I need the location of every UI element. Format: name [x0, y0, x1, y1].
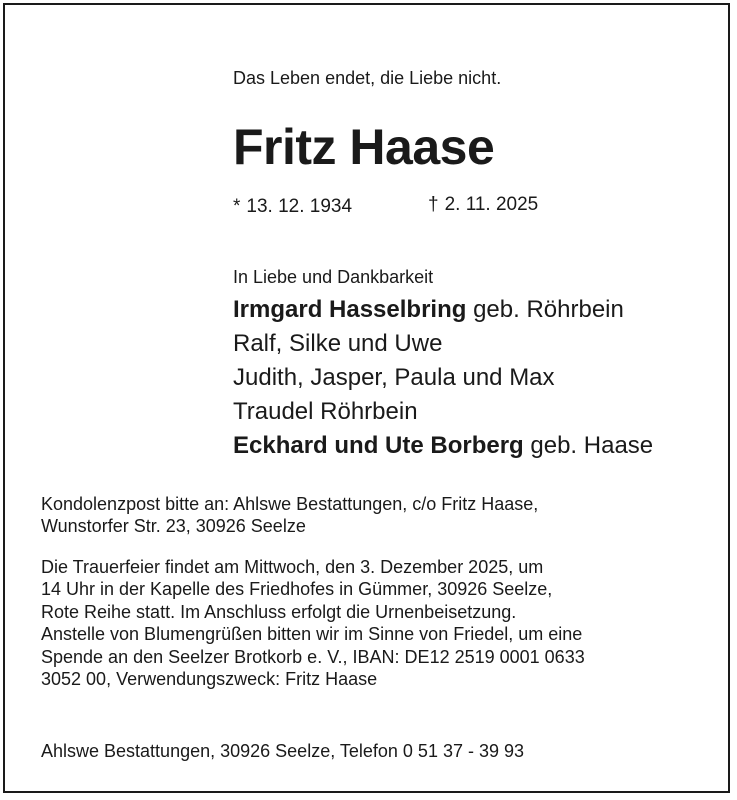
mourner-name-rest: Judith, Jasper, Paula und Max: [233, 364, 555, 391]
mourner-row: [233, 395, 653, 429]
cross-icon: †: [428, 194, 439, 215]
death-date: [428, 193, 538, 217]
mourners-list: [233, 293, 653, 463]
obituary-frame: [3, 3, 730, 793]
birth-date: [233, 195, 352, 219]
mourner-name-bold: Eckhard und Ute Borberg: [233, 432, 524, 459]
ceremony-line: 3052 00, Verwendungszweck: Fritz Haase: [41, 669, 378, 690]
mourners-intro: In Liebe und Dankbarkeit: [233, 267, 434, 287]
mourner-name-rest: geb. Haase: [523, 432, 654, 459]
ceremony-line: 14 Uhr in der Kapelle des Friedhofes in Gümmer, 30926 Seelze,: [41, 579, 553, 600]
funeral-home-contact: Ahlswe Bestattungen, 30926 Seelze, Telefon 0 51 37 - 39 93: [41, 741, 525, 761]
death-date-value: 2. 11. 2025: [444, 194, 539, 215]
ceremony-line: Anstelle von Blumengrüßen bitten wir im Sinne von Friedel, um eine: [41, 624, 583, 645]
condolence-line: Kondolenzpost bitte an: Ahlswe Bestattungen, c/o Fritz Haase,: [41, 494, 539, 514]
birth-symbol: *: [233, 196, 241, 217]
mourner-name-rest: Ralf, Silke und Uwe: [233, 330, 443, 357]
birth-date-value: 13. 12. 1934: [246, 196, 353, 217]
mourner-name-bold: Irmgard Hasselbring: [233, 296, 467, 323]
motto-text: Das Leben endet, die Liebe nicht.: [233, 68, 502, 88]
condolence-line: Wunstorfer Str. 23, 30926 Seelze: [41, 516, 306, 537]
ceremony-line: Rote Reihe statt. Im Anschluss erfolgt die Urnenbeisetzung.: [41, 601, 517, 622]
deceased-name: Fritz Haase: [233, 119, 495, 175]
mourner-row: [233, 429, 653, 463]
mourner-row: [233, 293, 653, 327]
mourner-name-rest: Traudel Röhrbein: [233, 398, 418, 425]
mourner-row: [233, 361, 653, 395]
ceremony-line: Spende an den Seelzer Brotkorb e. V., IBAN: DE12 2519 0001 0633: [41, 646, 585, 667]
ceremony-info: [41, 556, 585, 690]
mourner-name-rest: geb. Röhrbein: [466, 296, 624, 323]
condolence-address: [41, 493, 538, 538]
ceremony-line: Die Trauerfeier findet am Mittwoch, den 3. Dezember 2025, um: [41, 557, 544, 577]
mourner-row: [233, 327, 653, 361]
